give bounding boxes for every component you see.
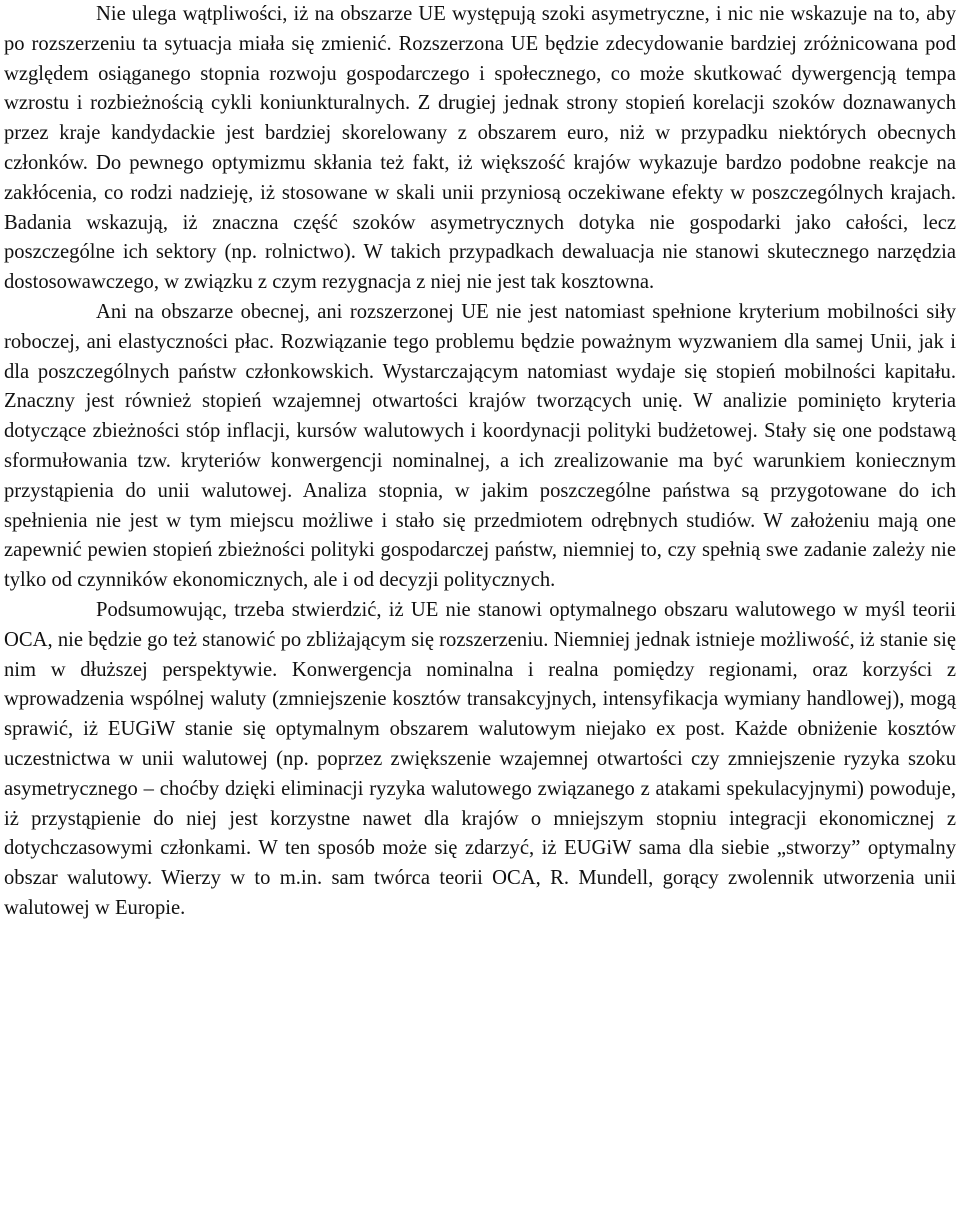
- paragraph-labor-mobility: Ani na obszarze obecnej, ani rozszerzonej UE nie jest natomiast spełnione kryterium mobilności siły roboczej, ani elastyczności płac. Rozwiązanie tego problemu będzie poważnym wyzwaniem dla samej Unii, jak i dla poszczególnych państw członkowskich. Wystarczającym natomiast wydaje się stopień mobilności kapitału. Znaczny jest również stopień wzajemnej otwartości krajów tworzących unię. W analizie pominięto kryteria dotyczące zbieżności stóp inflacji, kursów walutowych i koordynacji polityki budżetowej. Stały się one podstawą sformułowania tzw. kryteriów konwergencji nominalnej, a ich zrealizowanie ma być warunkiem koniecznym przystąpienia do unii walutowej. Analiza stopnia, w jakim poszczególne państwa są przygotowane do ich spełnienia nie jest w tym miejscu możliwe i stało się przedmiotem odrębnych studiów. W założeniu mają one zapewnić pewien stopień zbieżności polityki gospodarczej państw, niemniej to, czy spełnią swe zadanie zależy nie tylko od czynników ekonomicznych, ale i od decyzji politycznych.: [4, 300, 956, 592]
- paragraph-summary: Podsumowując, trzeba stwierdzić, iż UE nie stanowi optymalnego obszaru walutowego w myśl teorii OCA, nie będzie go też stanowić po zbliżającym się rozszerzeniu. Niemniej jednak istnieje możliwość, iż stanie się nim w dłuższej perspektywie. Konwergencja nominalna i realna pomiędzy regionami, oraz korzyści z wprowadzenia wspólnej waluty (zmniejszenie kosztów transakcyjnych, intensyfikacja wymiany handlowej), mogą sprawić, iż EUGiW stanie się optymalnym obszarem walutowym niejako ex post. Każde obniżenie kosztów uczestnictwa w unii walutowej (np. poprzez zwiększenie wzajemnej otwartości czy zmniejszenie ryzyka szoku asymetrycznego – choćby dzięki eliminacji ryzyka walutowego związanego z atakami spekulacyjnymi) powoduje, iż przystąpienie do niej jest korzystne nawet dla krajów o mniejszym stopniu integracji ekonomicznej z dotychczasowymi członkami. W ten sposób może się zdarzyć, iż EUGiW sama dla siebie „stworzy” optymalny obszar walutowy. Wierzy w to m.in. sam twórca teorii OCA, R. Mundell, gorący zwolennik utworzenia unii walutowej w Europie.: [4, 598, 956, 919]
- paragraph-asymmetric-shocks: Nie ulega wątpliwości, iż na obszarze UE występują szoki asymetryczne, i nic nie wskazuje na to, aby po rozszerzeniu ta sytuacja miała się zmienić. Rozszerzona UE będzie zdecydowanie bardziej zróżnicowana pod względem osiąganego stopnia rozwoju gospodarczego i społecznego, co może skutkować dywergencją tempa wzrostu i rozbieżnością cykli koniunkturalnych. Z drugiej jednak strony stopień korelacji szoków doznawanych przez kraje kandydackie jest bardziej skorelowany z obszarem euro, niż w przypadku niektórych obecnych członków. Do pewnego optymizmu skłania też fakt, iż większość krajów wykazuje bardzo podobne reakcje na zakłócenia, co rodzi nadzieję, iż stosowane w skali unii przyniosą oczekiwane efekty w poszczególnych krajach. Badania wskazują, iż znaczna część szoków asymetrycznych dotyka nie gospodarki jako całości, lecz poszczególne ich sektory (np. rolnictwo). W takich przypadkach dewaluacja nie stanowi skutecznego narzędzia dostosowawczego, w związku z czym rezygnacja z niej nie jest tak kosztowna.: [4, 3, 956, 294]
- document-page: [4, 0, 956, 924]
